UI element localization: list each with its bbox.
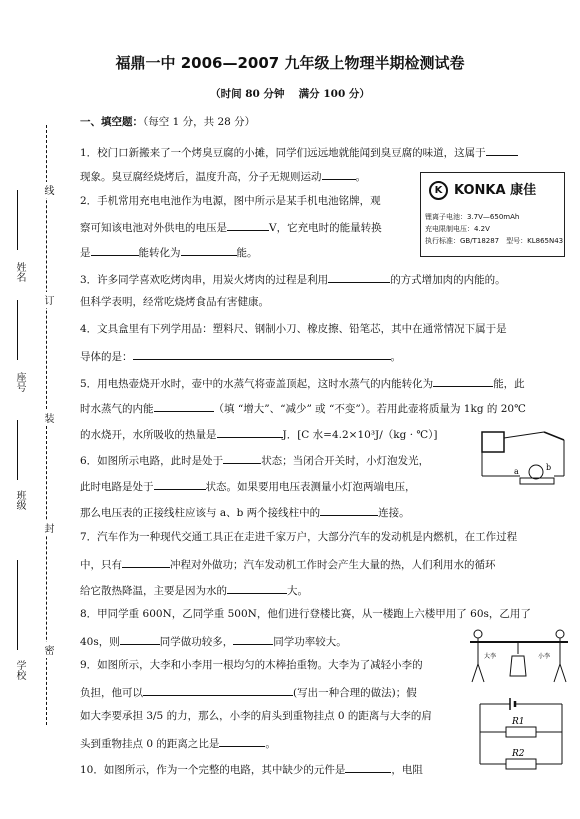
q9-text-3: (写出一种合理的做法)；假: [293, 687, 417, 699]
battery-spec-3: 执行标准：GB/T18287 型号：KL865N43: [425, 237, 564, 245]
q8-blank-1[interactable]: [120, 634, 160, 645]
q5-text-5: 的水烧开，水所吸收的热量是: [80, 429, 217, 441]
q6-text-3: 此时电路是处于: [80, 481, 154, 493]
section1: [80, 117, 255, 128]
battery-brand-en: KONKA: [454, 183, 506, 198]
battery-spec-1: 锂离子电池：3.7V—650mAh: [425, 213, 520, 221]
q7-line1: [80, 532, 517, 543]
q6-circuit-figure: [474, 424, 574, 494]
q5-line1: [80, 376, 525, 390]
battery-icon: [482, 432, 504, 452]
q6-blank-3[interactable]: [320, 505, 378, 516]
q2-blank-2[interactable]: [91, 245, 139, 256]
q5-blank-3[interactable]: [217, 427, 283, 438]
q6-line3: [80, 505, 410, 519]
weight-bell-icon: [510, 656, 526, 676]
q6-text-4: 状态。如果要用电压表测量小灯泡两端电压，: [205, 481, 416, 493]
q1-text-2: 现象。臭豆腐经烧烤后，温度升高，分子无规则运动: [80, 171, 322, 183]
bulb-icon: [529, 465, 543, 479]
q3-text: 3．许多同学喜欢吃烤肉串，用炭火烤肉的过程是利用: [80, 274, 329, 286]
q8-text-2: 40s，则: [80, 636, 120, 648]
field-class-label: 班级: [14, 490, 25, 510]
q9-line2: [80, 685, 417, 699]
q9-line4: [80, 736, 276, 750]
section1-note: （每空 1 分，共 28 分）: [143, 116, 256, 128]
field-name-line: [17, 190, 18, 250]
person-left-icon: [474, 630, 482, 638]
q2-line1: [80, 196, 381, 207]
battery-label-figure: [420, 172, 565, 257]
terminal-b: b: [546, 463, 552, 472]
q6-blank-2[interactable]: [154, 479, 206, 490]
q5-blank-1[interactable]: [433, 376, 493, 387]
q7-text-3: 冲程对外做功；汽车发动机工作时会产生大量的热，人们利用水的循环: [170, 559, 496, 571]
battery-brand: [429, 179, 536, 200]
resistor-r2-icon: [506, 759, 536, 769]
q3-blank-1[interactable]: [328, 272, 390, 283]
q5-blank-2[interactable]: [154, 401, 214, 412]
q7-text-4: 给它散热降温，主要是因为水的: [80, 585, 227, 597]
field-seat-line: [17, 300, 18, 360]
section1-heading: 一、填空题：: [80, 116, 143, 128]
binding-char-ding: 订: [40, 292, 55, 308]
switch-icon: [544, 432, 564, 440]
q5-text-3: 时水蒸气的内能: [80, 403, 154, 415]
q1-blank-2[interactable]: [322, 169, 356, 180]
q1-text: 1．校门口新搬来了一个烤臭豆腐的小摊，同学们远远地就能闻到臭豆腐的味道，这属于: [80, 147, 486, 159]
q3-text-3: 但科学表明，经常吃烧烤食品有害健康。: [80, 296, 269, 308]
q5-text-4: （填 “增大”、“减少” 或 “不变”）。若用此壶将质量为 1kg 的 20℃: [213, 403, 526, 415]
q3-line1: [80, 272, 506, 286]
q3-line2: [80, 297, 269, 308]
q9-text: 9．如图所示，大李和小李用一根均匀的木棒抬重物。大李为了减轻小李的: [80, 659, 423, 671]
resistor-r1-icon: [506, 727, 536, 737]
binding-char-xian: 线: [40, 182, 55, 198]
q2-line2: [80, 220, 382, 234]
q9-text-2: 负担，他可以: [80, 687, 143, 699]
terminal-a: a: [514, 467, 519, 476]
field-school-line: [17, 560, 18, 650]
q6-text-6: 连接。: [378, 507, 410, 519]
q2-text-6: 能。: [236, 247, 258, 259]
binding-char-mi: 密: [40, 642, 55, 658]
r2-label: R2: [512, 749, 525, 759]
q1-line1: [80, 145, 518, 159]
q9-text-6: 。: [265, 738, 276, 750]
exam-title: 福鼎一中 2006—2007 九年级上物理半期检测试卷: [115, 54, 465, 72]
q8-text: 8．甲同学重 600N，乙同学重 500N，他们进行登楼比赛，从一楼跑上六楼甲用了 60s，乙用了: [80, 608, 531, 620]
konka-logo-icon: K: [429, 181, 448, 200]
q10-line1: [80, 762, 423, 776]
q10-blank-1[interactable]: [345, 762, 391, 773]
q5-text: 5．用电热壶烧开水时，壶中的水蒸气将壶盖顶起，这时水蒸气的内能转化为: [80, 378, 434, 390]
person-right-icon: [556, 630, 564, 638]
q10-text-2: ，电阻: [391, 764, 423, 776]
q10-text: 10．如图所示，作为一个完整的电路，其中缺少的元件是: [80, 764, 346, 776]
q7-line2: [80, 557, 496, 571]
q6-text-2: 状态；当闭合开关时，小灯泡发光，: [261, 455, 430, 467]
q8-blank-2[interactable]: [233, 634, 273, 645]
q7-text-2: 中，只有: [80, 559, 122, 571]
q4-text-3: 。: [390, 351, 401, 363]
q8-text-4: 同学功率较大。: [273, 636, 347, 648]
battery-brand-cn: 康佳: [510, 183, 537, 198]
q7-text-5: 大。: [287, 585, 308, 597]
q4-text-2: 导体的是：: [80, 351, 133, 363]
q9-text-5: 头到重物挂点 0 的距离之比是: [80, 738, 220, 750]
q1-text-3: 。: [355, 171, 366, 183]
q5-line3: [80, 427, 437, 441]
q9-carrying-figure: [464, 628, 574, 686]
q2-blank-1[interactable]: [227, 220, 269, 231]
q9-blank-2[interactable]: [219, 736, 265, 747]
q7-blank-2[interactable]: [227, 583, 287, 594]
field-seat-label: 座号: [14, 372, 25, 392]
q7-line3: [80, 583, 308, 597]
binding-char-feng: 封: [40, 520, 55, 536]
q2-text-2: 察可知该电池对外供电的电压是: [80, 222, 227, 234]
figure9-right-label: 小李: [538, 653, 551, 660]
q5-line2: [80, 401, 526, 415]
binding-char-zhuang: 装: [40, 410, 55, 426]
q2-line3: [80, 245, 258, 259]
field-school-label: 学校: [14, 660, 25, 680]
q8-line1: [80, 609, 531, 620]
q6-line2: [80, 479, 416, 493]
exam-subtitle: （时间 80 分钟 满分 100 分）: [210, 88, 370, 100]
field-class-line: [17, 420, 18, 480]
battery-spec-2: 充电限制电压：4.2V: [425, 225, 490, 233]
figure9-left-label: 大李: [484, 653, 497, 660]
q6-text-5: 那么电压表的正接线柱应该与 a、b 两个接线柱中的: [80, 507, 321, 519]
q4-line2: [80, 349, 401, 363]
field-name-label: 姓名: [14, 262, 25, 282]
q9-blank-1[interactable]: [143, 685, 293, 696]
q6-blank-1[interactable]: [223, 453, 261, 464]
q3-text-2: 的方式增加肉的内能的。: [390, 274, 506, 286]
q8-text-3: 同学做功较多，: [159, 636, 234, 648]
r1-label: R1: [512, 717, 525, 727]
q2-text-4: 是: [80, 247, 91, 259]
q9-line3: [80, 711, 432, 722]
q9-text-4: 如大李要承担 3/5 的力，那么，小李的肩头到重物挂点 0 的距离与大李的肩: [80, 710, 432, 722]
q9-line1: [80, 660, 423, 671]
q4-line1: [80, 324, 507, 335]
q6-text: 6．如图所示电路，此时是处于: [80, 455, 224, 467]
q7-text: 7．汽车作为一种现代交通工具正在走进千家万户，大部分汽车的发动机是内燃机，在工作过程: [80, 531, 518, 543]
q2-text: 2．手机常用充电电池作为电源，图中所示是某手机电池铭牌，观: [80, 195, 381, 207]
q7-blank-1[interactable]: [122, 557, 170, 568]
q10-circuit-figure: [470, 694, 572, 780]
q2-text-5: 能转化为: [138, 247, 181, 259]
q2-blank-3[interactable]: [181, 245, 237, 256]
q4-blank-1[interactable]: [133, 349, 391, 360]
q4-text: 4．文具盒里有下列学用品：塑料尺、钢制小刀、橡皮擦、铅笔芯，其中在通常情况下属于是: [80, 323, 507, 335]
q5-text-6: J．[C 水=4.2×10³J/（kg · ℃）]: [282, 429, 438, 441]
q1-blank-1[interactable]: [486, 145, 518, 156]
q2-text-3: V，它充电时的能量转换: [269, 222, 382, 234]
q1-line2: [80, 169, 366, 183]
q5-text-2: 能，此: [493, 378, 525, 390]
q8-line2: [80, 634, 347, 648]
q6-line1: [80, 453, 429, 467]
